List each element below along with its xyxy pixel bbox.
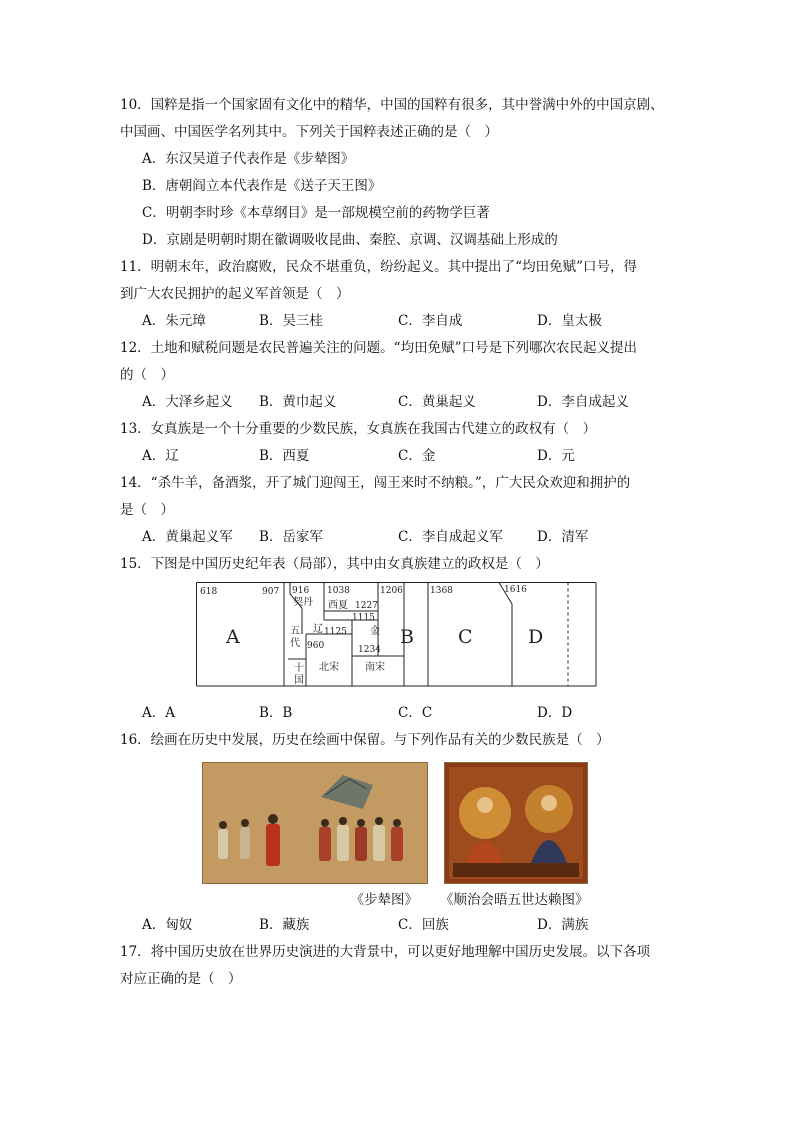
option-c: C．金: [398, 448, 436, 464]
question-stem: 对应正确的是（ ）: [120, 971, 242, 987]
option-a: A．辽: [142, 448, 179, 464]
block-label-c: C: [458, 626, 473, 648]
caption-bunian: 《步辇图》: [350, 892, 418, 908]
option-b: B．唐朝阎立本代表作是《送子天王图》: [142, 178, 382, 194]
option-c: C．李自成: [398, 313, 463, 329]
question-stem: 的（ ）: [120, 367, 174, 383]
question-stem: 15．下图是中国历史纪年表（局部），其中由女真族建立的政权是（ ）: [120, 556, 549, 572]
option-d: D．满族: [537, 917, 589, 933]
year-label: 1616: [504, 585, 527, 595]
image-captions: [120, 888, 680, 912]
option-d: D．清军: [537, 529, 589, 545]
dynasty-label: 十: [294, 663, 304, 674]
chronology-table: [196, 582, 680, 694]
year-label: 1234: [358, 645, 381, 655]
question-13: [120, 416, 680, 470]
option-c: C．明朝李时珍《本草纲目》是一部规模空前的药物学巨著: [142, 205, 490, 221]
question-stem: 到广大农民拥护的起义军首领是（ ）: [120, 286, 350, 302]
caption-shunzhi: 《顺治会晤五世达赖图》: [440, 892, 589, 908]
option-b: B．藏族: [259, 917, 310, 933]
option-c: C．李自成起义军: [398, 529, 503, 545]
option-c: C．回族: [398, 917, 449, 933]
dynasty-label: 金: [370, 626, 380, 637]
options-row: [120, 524, 680, 551]
option-a: A．大泽乡起义: [142, 394, 233, 410]
shunzhi-dalai-painting-image: [444, 762, 588, 884]
option-a: A．匈奴: [142, 917, 193, 933]
question-stem: 10．国粹是指一个国家固有文化中的精华，中国的国粹有很多，其中誉满中外的中国京剧、: [120, 97, 664, 113]
option-b: B．B: [259, 705, 293, 721]
year-label: 618: [200, 587, 218, 597]
year-label: 916: [292, 586, 310, 596]
option-a: A．东汉吴道子代表作是《步辇图》: [142, 151, 355, 167]
exam-page: [120, 92, 680, 993]
year-label: 1125: [324, 627, 347, 637]
chronology-table-svg: [196, 582, 598, 690]
year-label: 1368: [430, 586, 453, 596]
question-stem: 是（ ）: [120, 502, 174, 518]
option-b: B．吴三桂: [259, 313, 323, 329]
block-label-d: D: [528, 626, 544, 648]
question-stem: 13．女真族是一个十分重要的少数民族，女真族在我国古代建立的政权有（ ）: [120, 421, 597, 437]
question-15: [120, 551, 680, 727]
question-stem: 17．将中国历史放在世界历史演进的大背景中，可以更好地理解中国历史发展。以下各项: [120, 944, 651, 960]
bunian-painting-svg: [203, 763, 427, 883]
option-a: A．黄巢起义军: [142, 529, 233, 545]
dynasty-label: 辽: [313, 624, 323, 635]
dynasty-label: 国: [294, 675, 304, 686]
dynasty-label: 契丹: [293, 597, 313, 608]
year-label: 907: [262, 587, 280, 597]
question-11: [120, 254, 680, 335]
question-stem: 16．绘画在历史中发展，历史在绘画中保留。与下列作品有关的少数民族是（ ）: [120, 732, 610, 748]
option-c: C．C: [398, 705, 433, 721]
year-label: 960: [307, 641, 325, 651]
year-label: 1115: [352, 613, 375, 623]
option-d: D．D: [537, 705, 573, 721]
options-row: [120, 700, 680, 727]
question-stem: 11．明朝末年，政治腐败，民众不堪重负，纷纷起义。其中提出了“均田免赋”口号，得: [120, 259, 637, 275]
dynasty-label: 五: [290, 626, 300, 637]
option-b: B．西夏: [259, 448, 310, 464]
options-row: [120, 912, 680, 939]
option-b: B．黄巾起义: [259, 394, 337, 410]
option-c: C．黄巢起义: [398, 394, 476, 410]
option-d: D．皇太极: [537, 313, 602, 329]
question-stem: 中国画、中国医学名列其中。下列关于国粹表述正确的是（ ）: [120, 124, 498, 140]
year-label: 1206: [380, 586, 403, 596]
option-a: A．A: [142, 705, 175, 721]
question-stem: 12．土地和赋税问题是农民普遍关注的问题。“均田免赋”口号是下列哪次农民起义提出: [120, 340, 637, 356]
question-16: [120, 727, 680, 939]
options-row: [120, 308, 680, 335]
question-10: [120, 92, 680, 254]
question-12: [120, 335, 680, 416]
question-17: [120, 939, 680, 993]
options-row: [120, 443, 680, 470]
block-label-b: B: [400, 626, 414, 648]
dynasty-label: 代: [290, 638, 300, 649]
question-14: [120, 470, 680, 551]
dynasty-label: 南宋: [365, 662, 385, 673]
option-d: D．元: [537, 448, 575, 464]
options-row: [120, 389, 680, 416]
question-stem: 14．“杀牛羊，备酒浆，开了城门迎闯王，闯王来时不纳粮。”，广大民众欢迎和拥护的: [120, 475, 631, 491]
year-label: 1227: [355, 601, 378, 611]
bunian-painting-image: [202, 762, 428, 884]
option-a: A．朱元璋: [142, 313, 206, 329]
year-label: 1038: [327, 586, 350, 596]
dynasty-label: 西夏: [328, 600, 348, 611]
option-d: D．京剧是明朝时期在徽调吸收昆曲、秦腔、京调、汉调基础上形成的: [142, 232, 558, 248]
option-b: B．岳家军: [259, 529, 323, 545]
shunzhi-dalai-painting-svg: [445, 763, 587, 883]
dynasty-label: 北宋: [319, 662, 339, 673]
option-d: D．李自成起义: [537, 394, 629, 410]
painting-images: [202, 762, 680, 884]
block-label-a: A: [226, 626, 240, 648]
